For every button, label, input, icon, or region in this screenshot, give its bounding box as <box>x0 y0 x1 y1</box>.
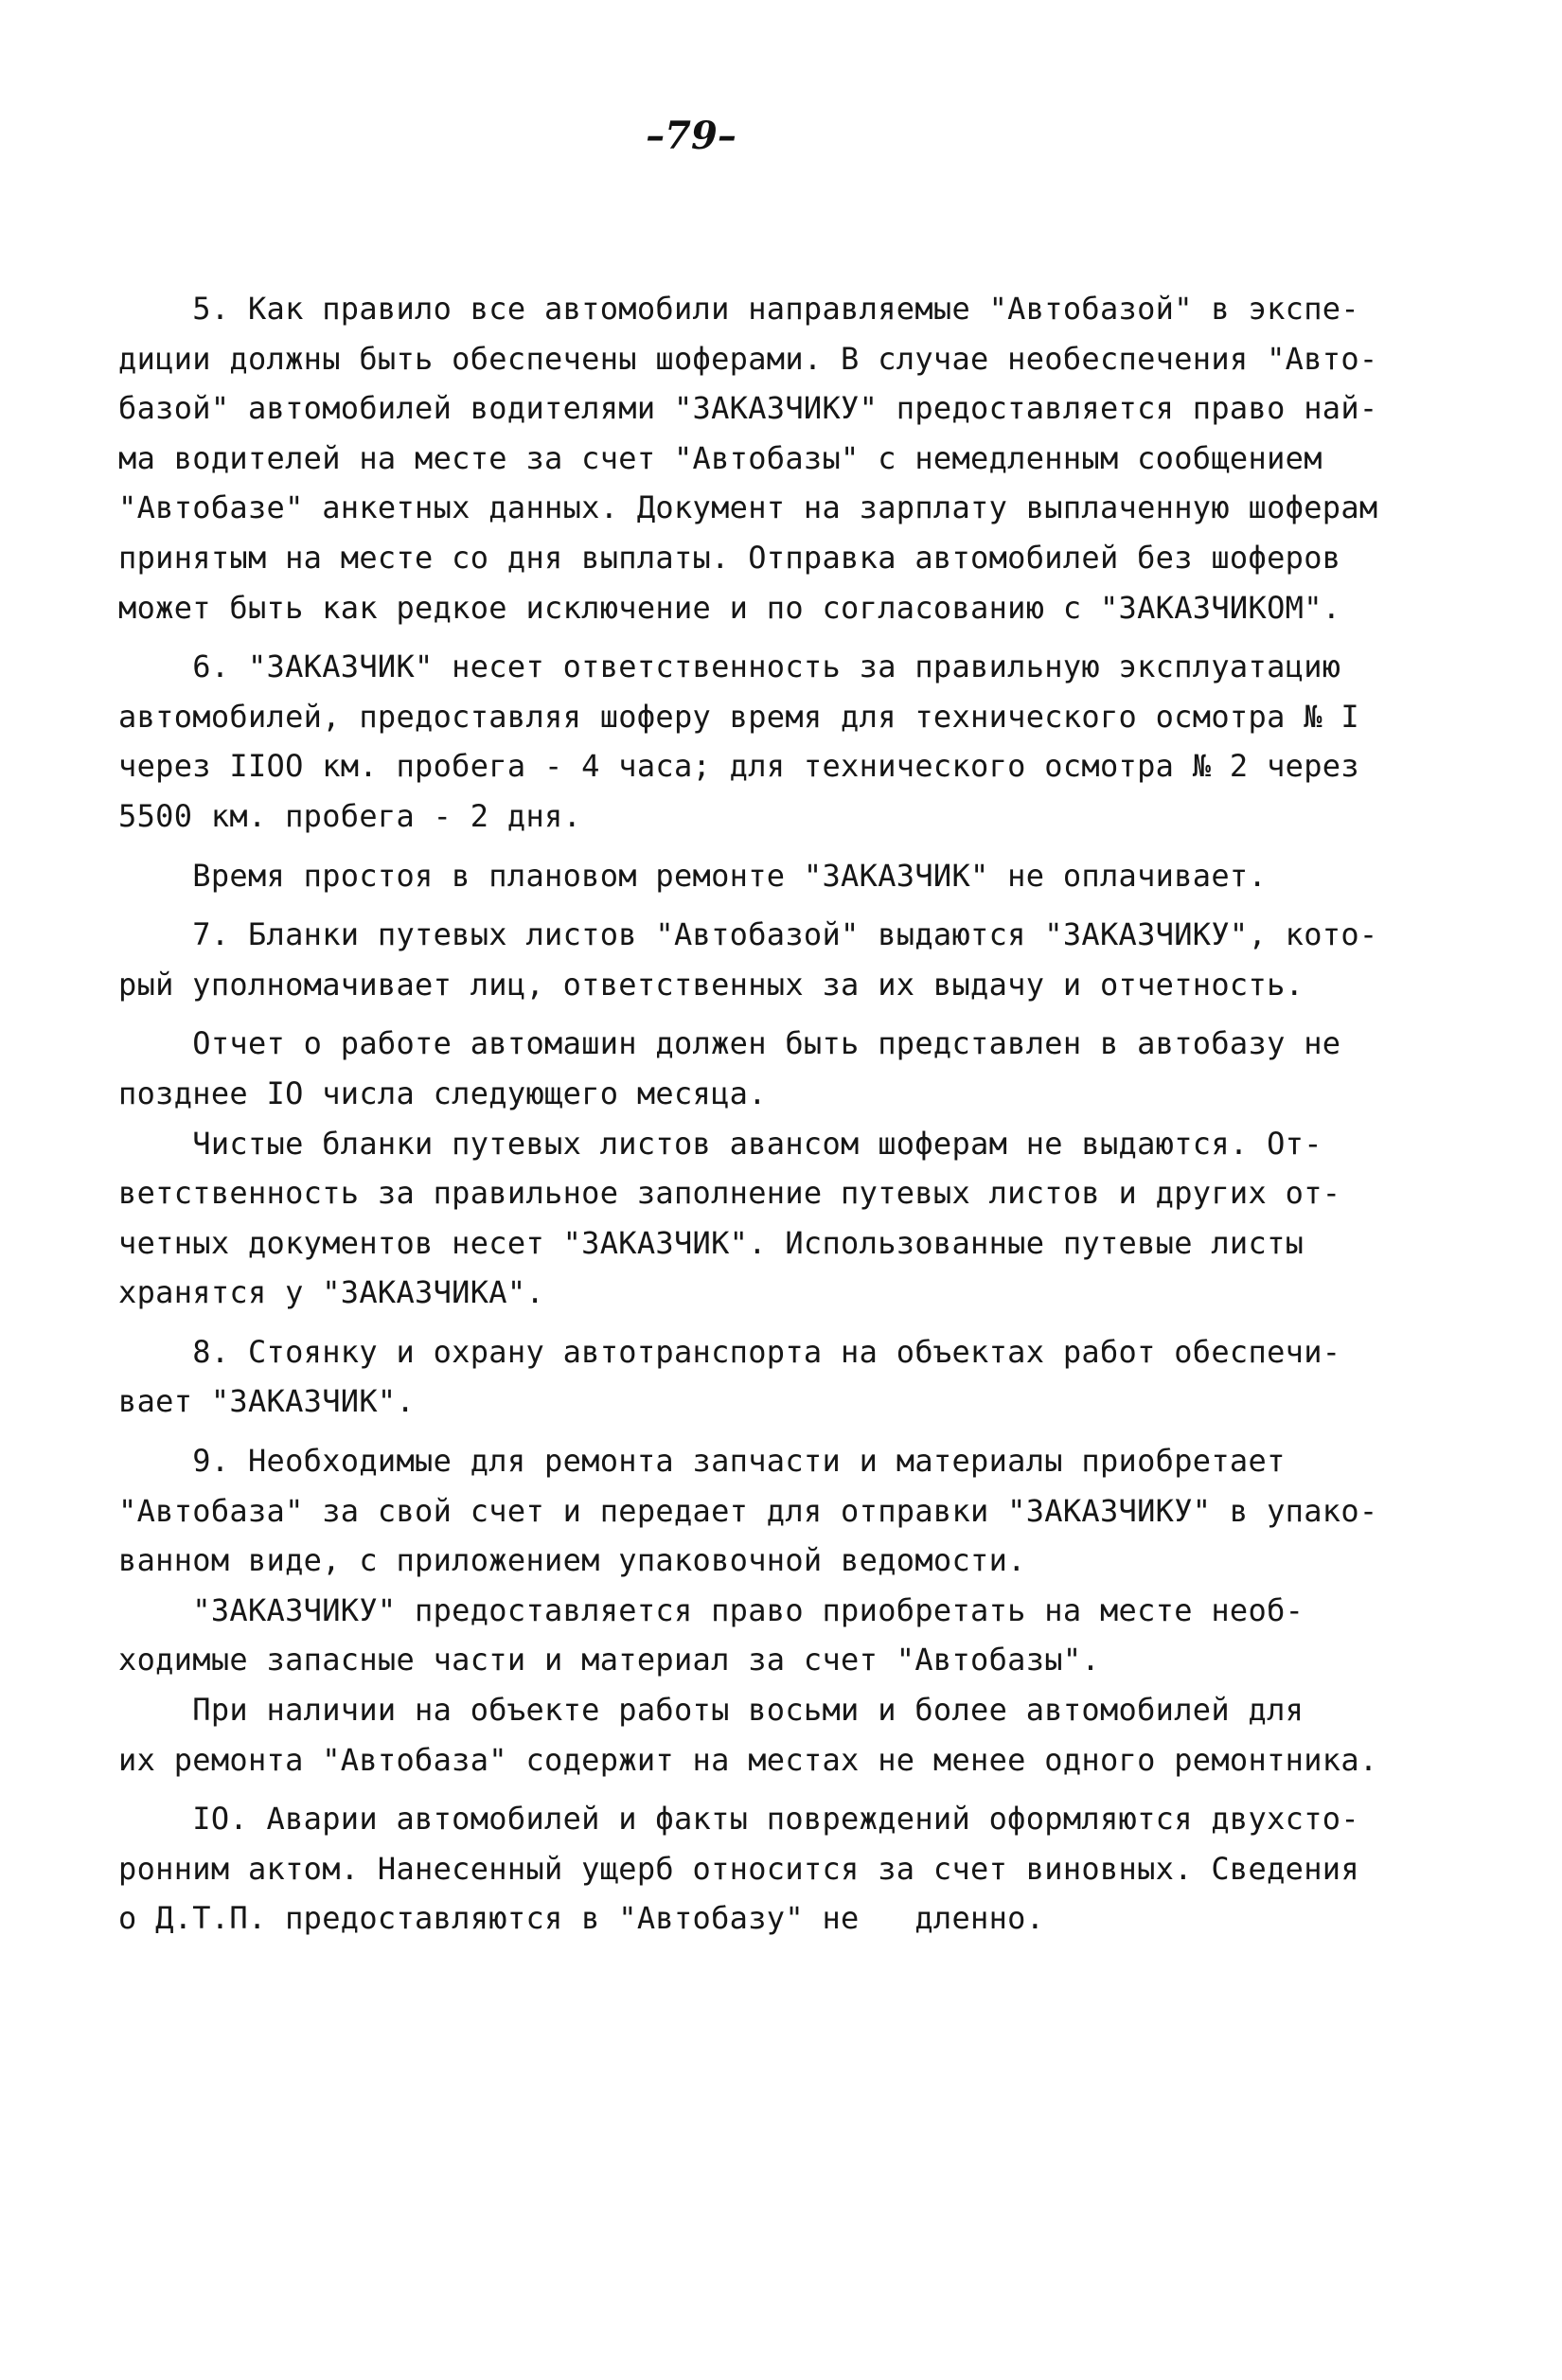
text-line: вает "ЗАКАЗЧИК". <box>118 1383 416 1420</box>
paragraph-p6b <box>118 851 1444 901</box>
page-number: –79– <box>646 114 737 158</box>
text-line: "ЗАКАЗЧИКУ" предоставляется право приобретать на месте необ- <box>118 1591 1305 1628</box>
paragraph-gap <box>118 1427 1444 1436</box>
text-line: их ремонта "Автобаза" содержит на местах не менее одного ремонтника. <box>118 1741 1378 1778</box>
document-body <box>118 284 1444 1944</box>
text-line: 7. Бланки путевых листов "Автобазой" выдаются "ЗАКАЗЧИКУ", кото- <box>118 916 1378 953</box>
paragraph-gap <box>118 900 1444 910</box>
text-line: ветственность за правильное заполнение путевых листов и других от- <box>118 1175 1341 1212</box>
paragraph-p9 <box>118 1436 1444 1586</box>
text-line: 6. "ЗАКАЗЧИК" несет ответственность за правильную эксплуатацию <box>118 648 1341 685</box>
text-line: При наличии на объекте работы восьми и более автомобилей для <box>118 1692 1305 1729</box>
text-line: IO. Аварии автомобилей и факты повреждений оформляются двухсто- <box>118 1801 1359 1838</box>
paragraph-gap <box>118 1009 1444 1019</box>
paragraph-p5 <box>118 284 1444 632</box>
paragraph-gap <box>118 842 1444 851</box>
text-line: ронним актом. Нанесенный ущерб относится за счет виновных. Сведения <box>118 1850 1359 1887</box>
text-line: диции должны быть обеспечены шоферами. В случае необеспечения "Авто- <box>118 340 1378 377</box>
text-line: 8. Стоянку и охрану автотранспорта на объектах работ обеспечи- <box>118 1333 1341 1370</box>
text-line: Чистые бланки путевых листов авансом шоферам не выдаются. От- <box>118 1125 1322 1162</box>
text-line: 5500 км. пробега - 2 дня. <box>118 797 582 834</box>
text-line: Время простоя в плановом ремонте "ЗАКАЗЧИК" не оплачивает. <box>118 857 1268 894</box>
paragraph-p6 <box>118 642 1444 841</box>
text-line: о Д.Т.П. предоставляются в "Автобазу" не дленно. <box>118 1900 1045 1937</box>
text-line: через IIOO км. пробега - 4 часа; для технического осмотра № 2 через <box>118 748 1359 785</box>
text-line: четных документов несет "ЗАКАЗЧИК". Использованные путевые листы <box>118 1224 1305 1261</box>
text-line: 5. Как правило все автомобили направляемые "Автобазой" в экспе- <box>118 291 1359 327</box>
text-line: позднее IO числа следующего месяца. <box>118 1075 767 1111</box>
paragraph-p8 <box>118 1327 1444 1427</box>
text-line: "Автобазе" анкетных данных. Документ на зарплату выплаченную шоферам <box>118 489 1378 526</box>
paragraph-p7c <box>118 1119 1444 1318</box>
paragraph-gap <box>118 1785 1444 1794</box>
text-line: Отчет о работе автомашин должен быть представлен в автобазу не <box>118 1025 1341 1062</box>
text-line: ванном виде, с приложением упаковочной ведомости. <box>118 1542 1026 1579</box>
paragraph-p7b <box>118 1019 1444 1118</box>
text-line: рый уполномачивает лиц, ответственных за их выдачу и отчетность. <box>118 966 1305 1003</box>
text-line: ма водителей на месте за счет "Автобазы" с немедленным сообщением <box>118 439 1322 476</box>
paragraph-p9b <box>118 1586 1444 1685</box>
paragraph-p9c <box>118 1685 1444 1785</box>
text-line: "Автобаза" за свой счет и передает для отправки "ЗАКАЗЧИКУ" в упако- <box>118 1492 1378 1529</box>
text-line: ходимые запасные части и материал за счет "Автобазы". <box>118 1642 1100 1678</box>
text-line: принятым на месте со дня выплаты. Отправка автомобилей без шоферов <box>118 539 1341 576</box>
text-line: может быть как редкое исключение и по согласованию с "ЗАКАЗЧИКОМ". <box>118 589 1341 626</box>
paragraph-p10 <box>118 1794 1444 1944</box>
text-line: автомобилей, предоставляя шоферу время для технического осмотра № I <box>118 698 1359 735</box>
paragraph-gap <box>118 1318 1444 1327</box>
paragraph-gap <box>118 632 1444 642</box>
text-line: хранятся у "ЗАКАЗЧИКА". <box>118 1274 545 1311</box>
text-line: базой" автомобилей водителями "ЗАКАЗЧИКУ" предоставляется право най- <box>118 390 1378 427</box>
paragraph-p7 <box>118 910 1444 1009</box>
text-line: 9. Необходимые для ремонта запчасти и материалы приобретает <box>118 1443 1286 1480</box>
